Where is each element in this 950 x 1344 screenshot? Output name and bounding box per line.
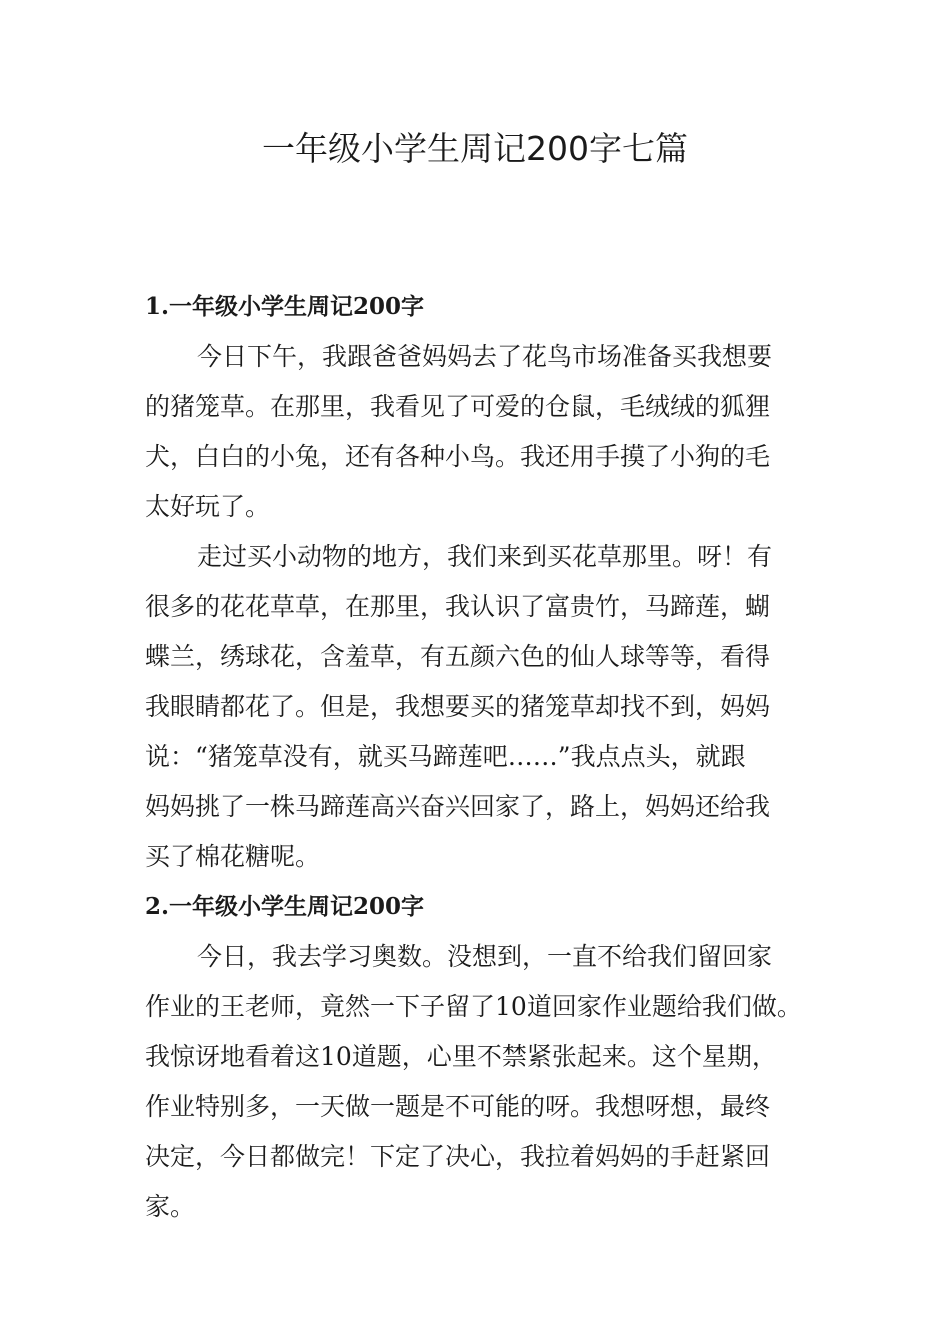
text-line: 买了棉花糖呢。 xyxy=(145,842,321,871)
text-line: 作业特别多，一天做一题是不可能的呀。我想呀想，最终 xyxy=(145,1092,771,1121)
text-line: 太好玩了。 xyxy=(145,492,271,521)
text-line: 我惊讶地看着这10道题，心里不禁紧张起来。这个星期， xyxy=(145,1042,777,1071)
text-line: 妈妈挑了一株马蹄莲高兴奋兴回家了，路上，妈妈还给我 xyxy=(145,792,771,821)
text-line: 作业的王老师，竟然一下子留了10道回家作业题给我们做。 xyxy=(145,992,802,1021)
section-heading-1: 1.一年级小学生周记200字 xyxy=(145,293,425,320)
text-line: 蝶兰，绣球花，含羞草，有五颜六色的仙人球等等，看得 xyxy=(145,642,771,671)
text-line: 我眼睛都花了。但是，我想要买的猪笼草却找不到，妈妈 xyxy=(145,692,771,721)
text-line: 今日，我去学习奥数。没想到，一直不给我们留回家 xyxy=(197,942,773,971)
text-line: 很多的花花草草，在那里，我认识了富贵竹，马蹄莲，蝴 xyxy=(145,592,771,621)
document-body xyxy=(145,282,845,1232)
text-line: 走过买小动物的地方，我们来到买花草那里。呀！有 xyxy=(197,542,773,571)
text-line: 今日下午，我跟爸爸妈妈去了花鸟市场准备买我想要 xyxy=(197,342,773,371)
text-line: 家。 xyxy=(145,1192,196,1221)
text-line: 决定，今日都做完！下定了决心，我拉着妈妈的手赶紧回 xyxy=(145,1142,771,1171)
page-title: 一年级小学生周记200字七篇 xyxy=(262,129,688,168)
paragraph xyxy=(145,932,845,1232)
paragraph xyxy=(145,332,845,532)
section-heading-2: 2.一年级小学生周记200字 xyxy=(145,893,425,920)
paragraph xyxy=(145,532,845,882)
text-line: 说：“猪笼草没有，就买马蹄莲吧……”我点点头，就跟 xyxy=(145,742,746,771)
text-line: 的猪笼草。在那里，我看见了可爱的仓鼠，毛绒绒的狐狸 xyxy=(145,392,771,421)
text-line: 犬，白白的小兔，还有各种小鸟。我还用手摸了小狗的毛 xyxy=(145,442,771,471)
